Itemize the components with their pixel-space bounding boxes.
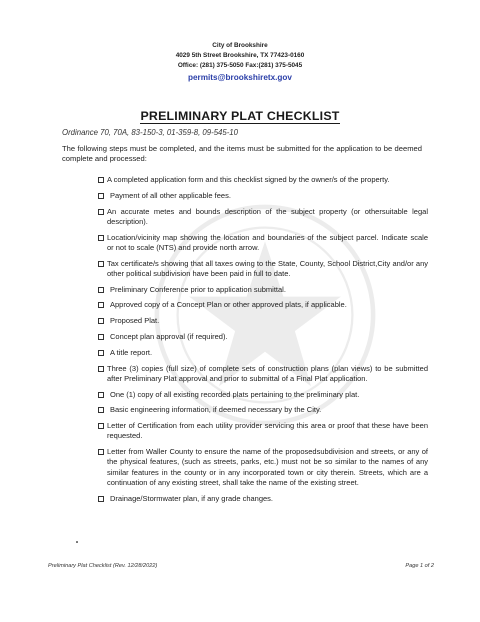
checklist-item [98,364,428,384]
checklist-item-text: Letter from Waller County to ensure the name of the proposedsubdivision and streets, or any of the physical features, (such as streets, parks, etc.) must not be so similar to the names of any similar features in the county or in any incorporated town or city therein. Streets, which are a continuation of any existing street, shall take the name of the existing street. [107,447,428,487]
checkbox[interactable] [98,334,104,340]
checkbox[interactable] [98,193,104,199]
page-footer [48,563,434,569]
checklist-item [98,191,428,201]
checklist [98,175,428,504]
org-address: 4029 5th Street Brookshire, TX 77423-0160 [175,52,305,60]
checklist-item-text: Three (3) copies (full size) of complete sets of construction plans (plan views) to be submitted after Preliminary Plat approval and prior to submittal of a Final Plat application. [107,363,428,383]
checklist-item [98,300,428,310]
org-email-link[interactable]: permits@brookshiretx.gov [188,72,292,82]
stray-mark [76,541,78,543]
checklist-item [98,259,428,279]
org-name: City of Brookshire [212,42,268,49]
checkbox[interactable] [98,261,104,267]
intro-paragraph: The following steps must be completed, and the items must be submitted for the application to be deemed complete and processed: [62,144,422,164]
page-title [0,109,480,123]
checkbox[interactable] [98,350,104,356]
checklist-item-text: Payment of all other applicable fees. [110,190,231,200]
checklist-item [98,405,428,415]
checkbox[interactable] [98,302,104,308]
checklist-item-text: Preliminary Conference prior to application submittal. [110,284,286,294]
checklist-item-text: A completed application form and this checklist signed by the owner/s of the property. [107,175,390,184]
checklist-item [98,233,428,253]
checkbox[interactable] [98,392,104,398]
checklist-item-text: Approved copy of a Concept Plan or other approved plats, if applicable. [110,300,347,310]
checkbox[interactable] [98,287,104,293]
checkbox[interactable] [98,496,104,502]
checklist-item-text: Letter of Certification from each utility provider servicing this area or proof that these have been requested. [107,421,428,441]
checklist-item-text: Proposed Plat. [110,316,160,326]
checklist-item-text: Drainage/Stormwater plan, if any grade changes. [110,493,274,503]
checklist-item [98,175,428,185]
checklist-item-text: An accurate metes and bounds description of the subject property (or othersuitable legal description). [107,206,428,226]
checkbox[interactable] [98,449,104,455]
checklist-item [98,390,428,400]
footer-revision: Preliminary Plat Checklist (Rev. 12/28/2022) [48,563,158,569]
checkbox[interactable] [98,407,104,413]
checkbox[interactable] [98,177,104,183]
checkbox[interactable] [98,423,104,429]
page-title-text: PRELIMINARY PLAT CHECKLIST [140,109,340,123]
org-phone: Office: (281) 375-5050 Fax:(281) 375-5045 [177,62,303,70]
checklist-item-text: One (1) copy of all existing recorded plats pertaining to the preliminary plat. [110,389,360,399]
checklist-item [98,447,428,488]
ordinance-reference: Ordinance 70, 70A, 83-150-3, 01-359-8, 09-545-10 [62,128,238,137]
letterhead [0,41,480,83]
checklist-item-text: Tax certificate/s showing that all taxes owing to the State, County, School District,City and/or any other political subdivision have been paid in full to date. [107,258,428,278]
checklist-item [98,494,428,504]
checklist-item [98,285,428,295]
checklist-item-text: Location/vicinity map showing the location and boundaries of the subject parcel. Indicate scale or not to scale (NTS) and provide north arrow. [107,232,428,252]
checkbox[interactable] [98,209,104,215]
checkbox[interactable] [98,235,104,241]
checkbox[interactable] [98,318,104,324]
checklist-item-text: Basic engineering information, if deemed necessary by the City. [110,405,322,415]
checkbox[interactable] [98,366,104,372]
checklist-item [98,207,428,227]
checklist-item [98,316,428,326]
checklist-item [98,421,428,441]
checklist-item [98,332,428,342]
checklist-item-text: Concept plan approval (if required). [110,331,228,341]
footer-page-number: Page 1 of 2 [405,563,434,569]
checklist-item [98,348,428,358]
checklist-item-text: A title report. [110,347,153,357]
